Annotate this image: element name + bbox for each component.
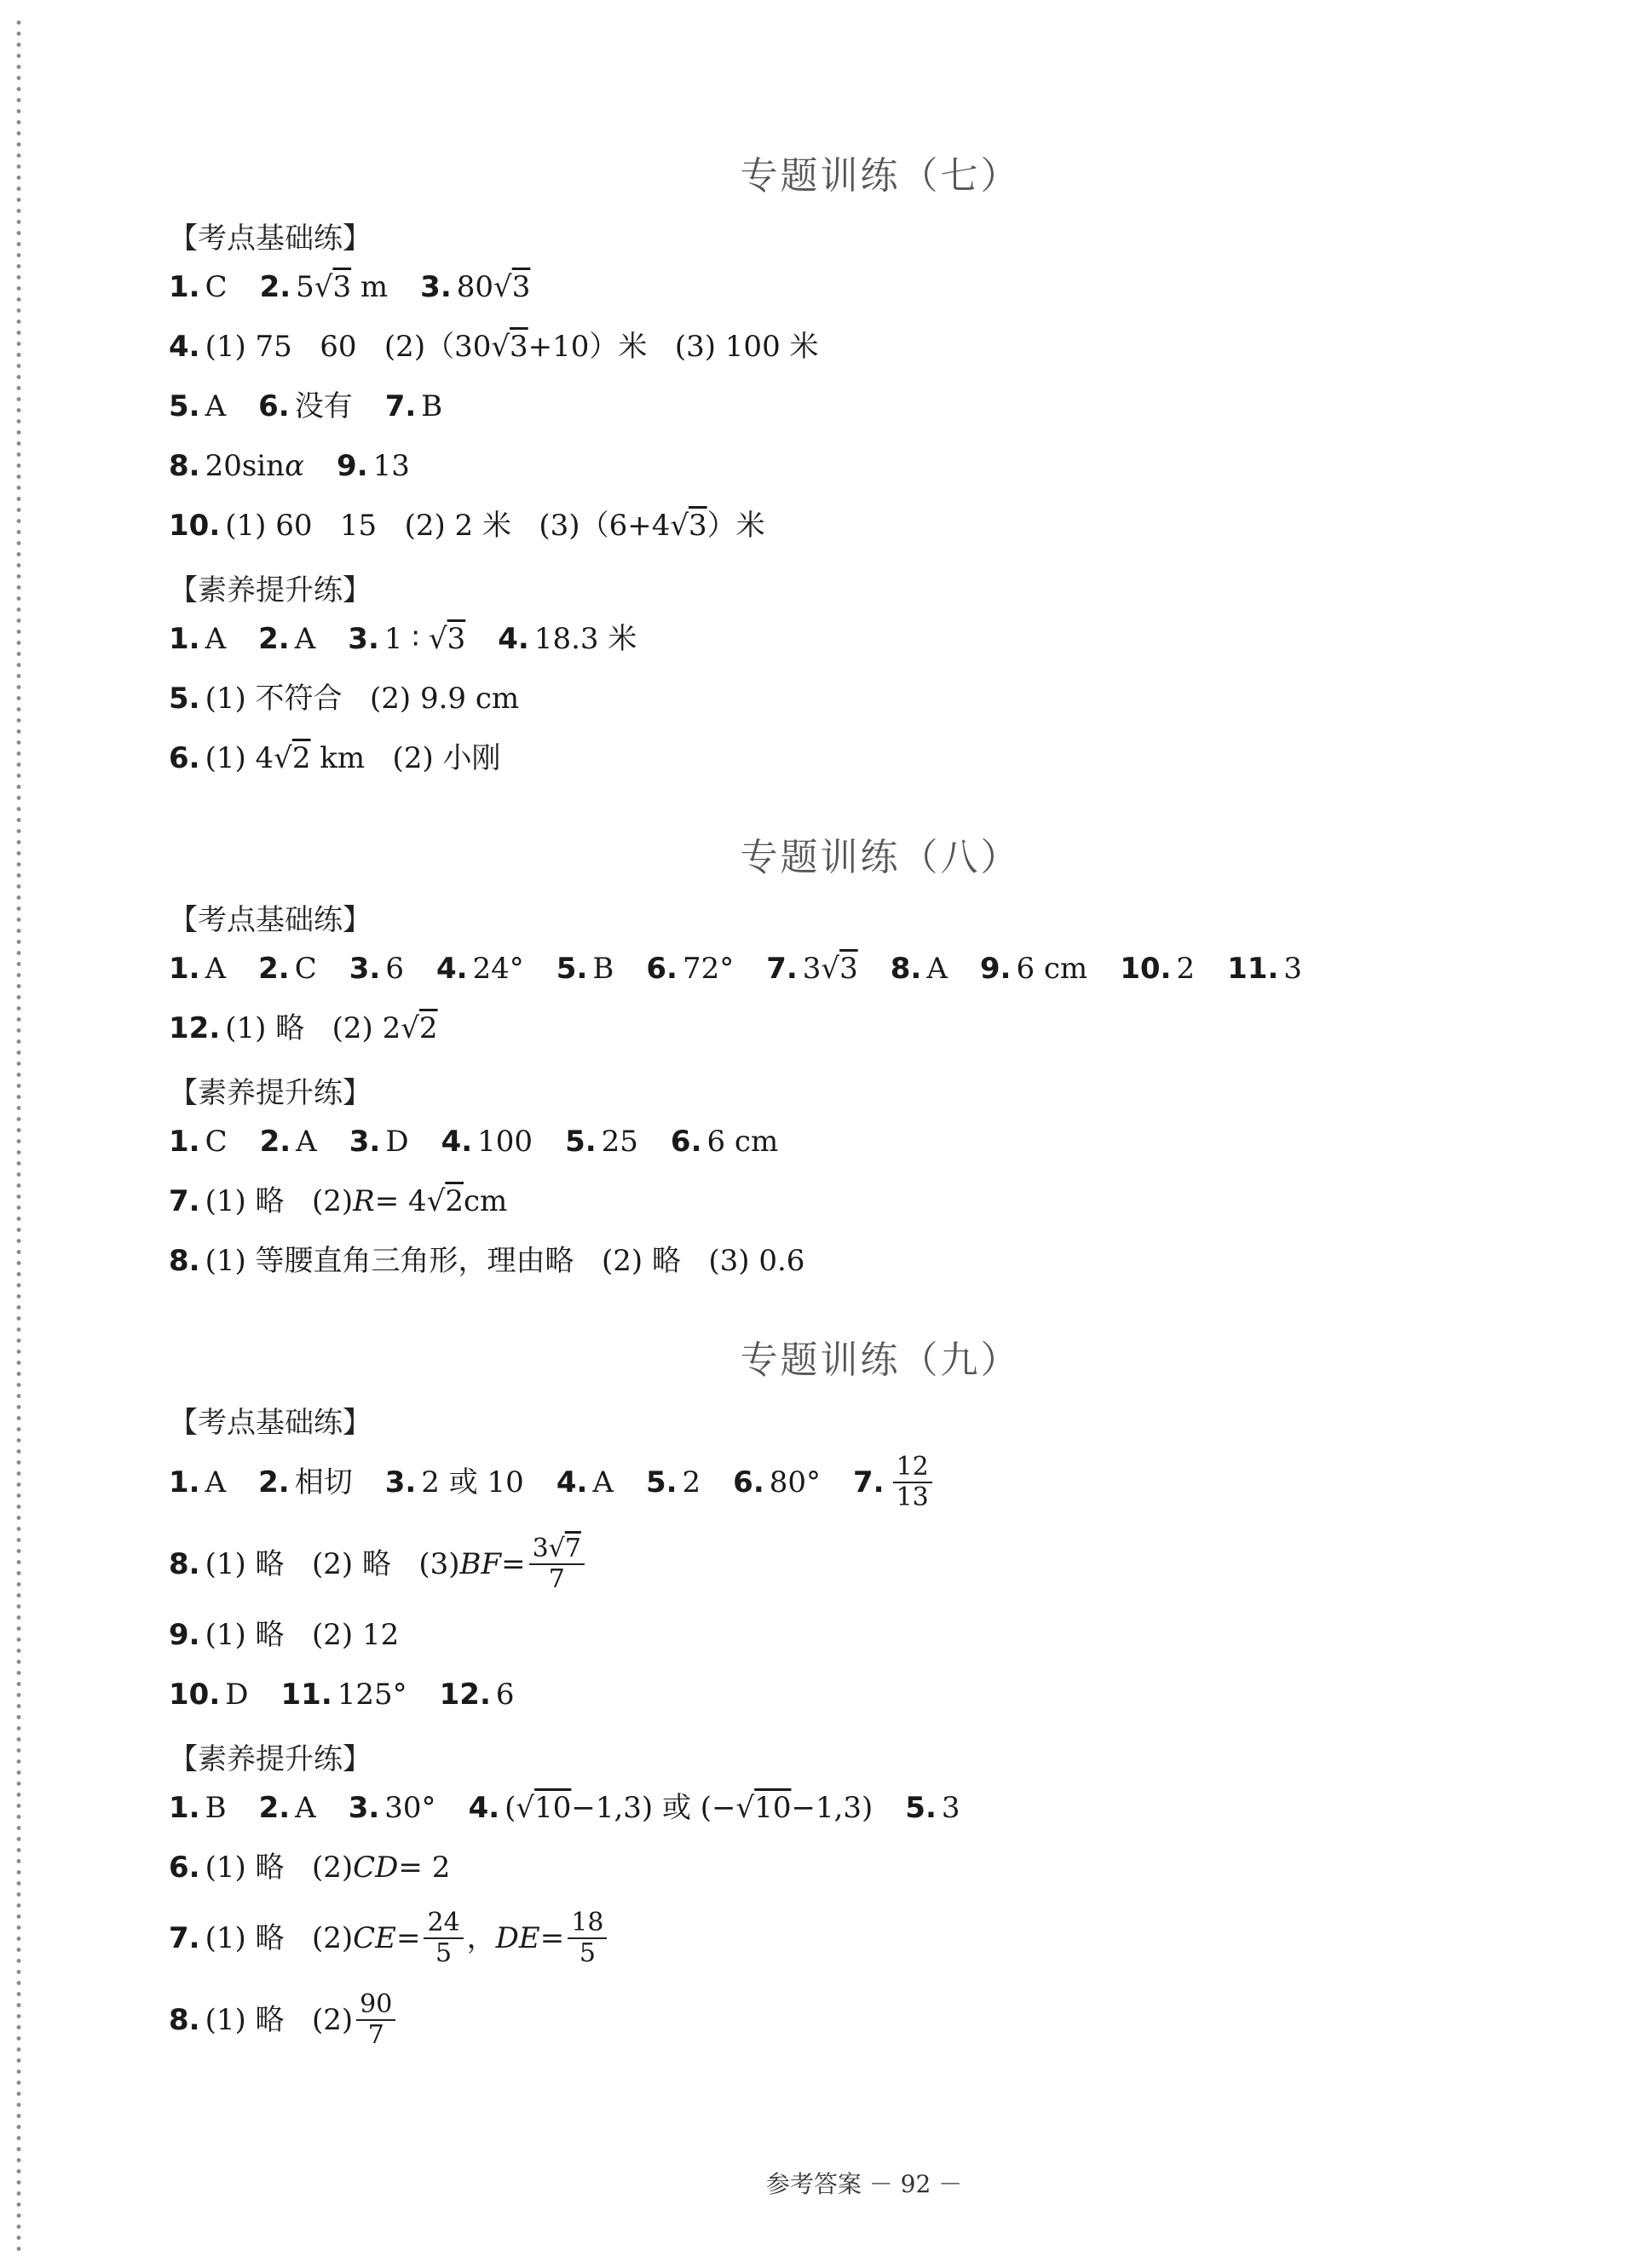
answer-line: 8. (1) 等腰直角三角形，理由略 (2) 略 (3) 0.6	[169, 1244, 805, 1278]
advanced-label: 【素养提升练】	[169, 1742, 372, 1776]
basic-label: 【考点基础练】	[169, 1406, 372, 1440]
answer-line: 1. C 2. 5√ 3 m 3. 80√ 3	[169, 270, 531, 304]
answer-line: 4. (1) 75 60 (2)（30√ 3 +10）米 (3) 100 米	[169, 330, 819, 364]
answer-line: 5. (1) 不符合 (2) 9.9 cm	[169, 682, 520, 716]
answer-line: 6. (1) 略 (2) CD = 2	[169, 1851, 451, 1885]
answer-line: 8. 20sin α 9. 13	[169, 449, 410, 483]
binding-dots	[15, 17, 22, 2251]
answer-line: 1. B 2. A 3. 30° 4. (√ 10 −1,3) 或 (−√ 10 −1,3) 5. 3	[169, 1791, 960, 1825]
answer-page	[169, 145, 1498, 2099]
advanced-label: 【素养提升练】	[169, 573, 372, 607]
advanced-label: 【素养提升练】	[169, 1076, 372, 1110]
answer-line: 7. (1) 略 (2) R = 4√ 2 cm	[169, 1184, 508, 1218]
answer-line: 10. D 11. 125° 12. 6	[169, 1678, 515, 1712]
answer-line: 1. A 2. C 3. 6 4. 24° 5. B 6. 72° 7. 3√ 3 8. A 9. 6 cm 10. 2 11. 3	[169, 952, 1302, 986]
answer-line: 8. (1) 略 (2) 略 (3) BF = $\frac{3√7}{7}$	[169, 1534, 1498, 1594]
answer-line: 6. (1) 4√ 2 km (2) 小刚	[169, 741, 501, 775]
answer-line: 7. (1) 略 (2) CE = $\frac{24}{5}$ ， DE = $\frac{18}{5}$	[169, 1908, 1498, 1968]
section-title: 专题训练（七）	[740, 154, 1021, 198]
answer-line: 1. A 2. 相切 3. 2 或 10 4. A 5. 2 6. 80° 7. $\frac{12}{13}$	[169, 1453, 1498, 1512]
answer-line: 12. (1) 略 (2) 2√ 2	[169, 1011, 438, 1045]
section-7	[169, 145, 1498, 777]
basic-label: 【考点基础练】	[169, 222, 372, 256]
section-8	[169, 826, 1498, 1280]
answer-line: 10. (1) 60 15 (2) 2 米 (3)（6+4√ 3 ）米	[169, 509, 765, 543]
answer-line: 1. A 2. A 3. 1 ∶ √ 3 4. 18.3 米	[169, 622, 637, 656]
answer-line: 5. A 6. 没有 7. B	[169, 389, 443, 423]
section-title: 专题训练（九）	[740, 1338, 1021, 1382]
section-title: 专题训练（八）	[740, 836, 1021, 879]
section-9	[169, 1329, 1498, 2050]
answer-line: 9. (1) 略 (2) 12	[169, 1618, 400, 1652]
answer-line: 8. (1) 略 (2) $\frac{90}{7}$	[169, 1990, 1498, 2050]
basic-label: 【考点基础练】	[169, 903, 372, 937]
answer-line: 1. C 2. A 3. D 4. 100 5. 25 6. 6 cm	[169, 1125, 779, 1159]
page-footer: 参考答案 － 92 －	[765, 2170, 963, 2198]
